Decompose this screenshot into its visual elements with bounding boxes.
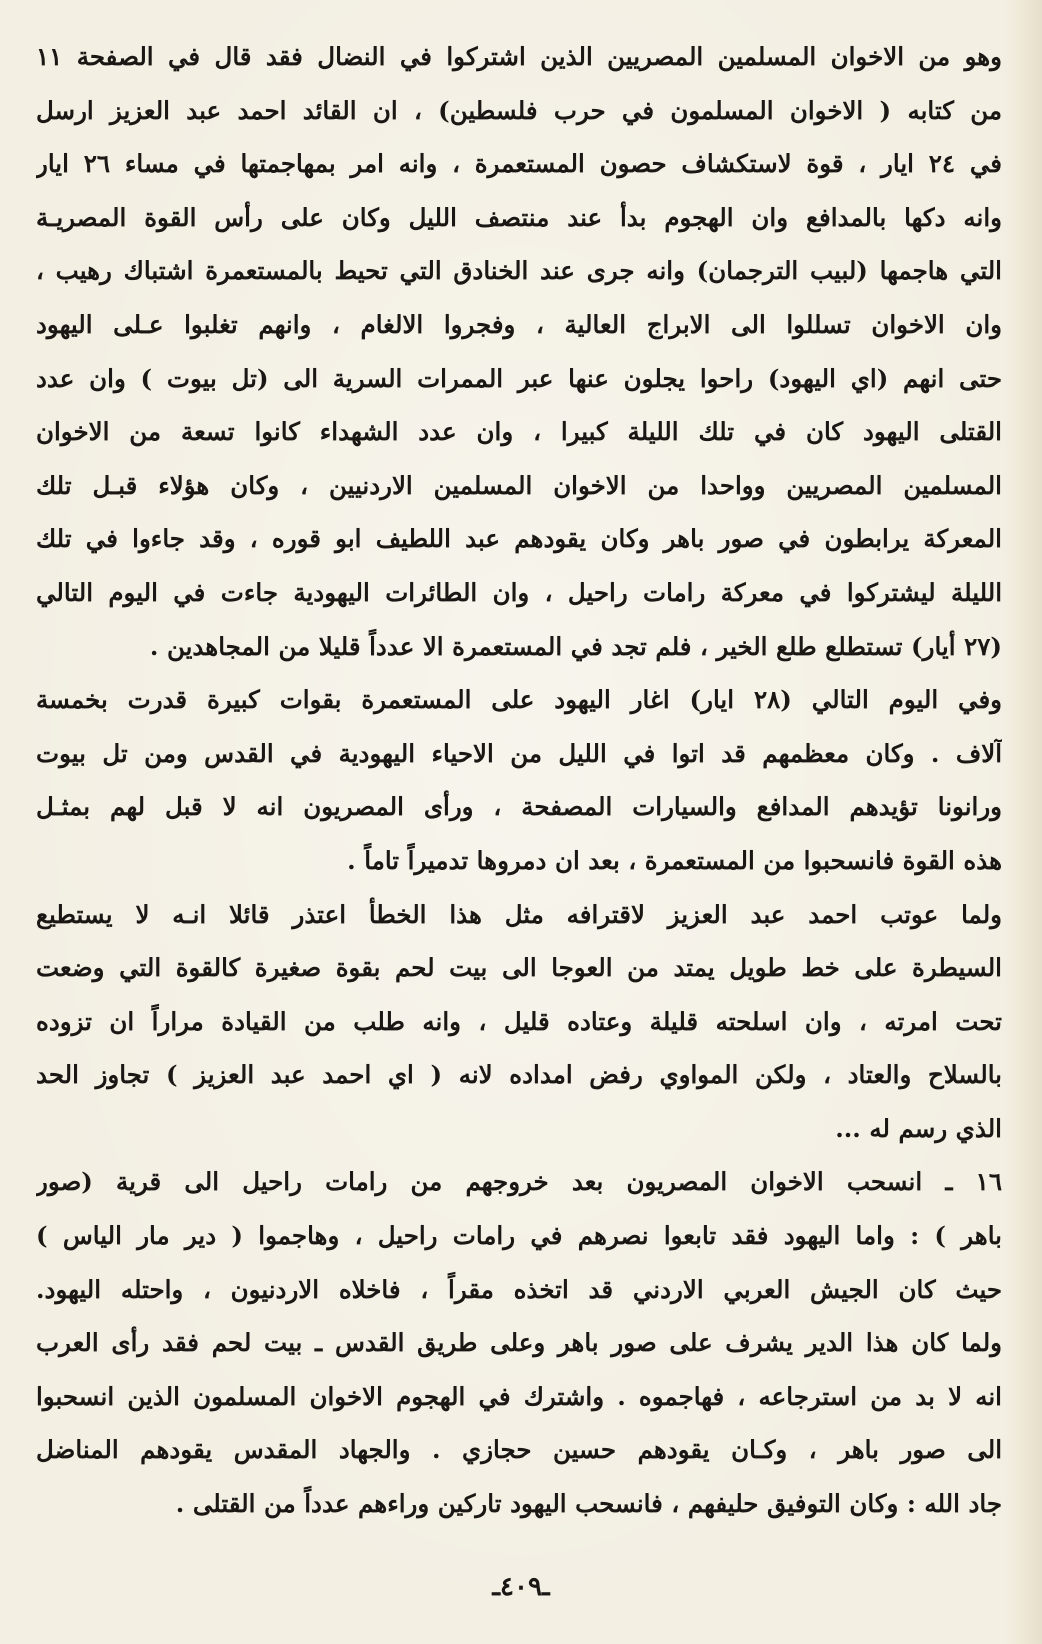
text-line: المسلمين المصريين وواحدا من الاخوان المسلمين الاردنيين ، وكان هؤلاء قبـل تلك bbox=[36, 470, 1002, 500]
text-line: وفي اليوم التالي (٢٨ ايار) اغار اليهود على المستعمرة بقوات كبيرة قدرت بخمسة bbox=[36, 685, 1002, 715]
text-line: انه لا بد من استرجاعه ، فهاجموه . واشترك في الهجوم الاخوان المسلمون الذين انسحبوا bbox=[36, 1381, 1002, 1411]
text-line: ورانونا تؤيدهم المدافع والسيارات المصفحة ، ورأى المصريون انه لا قبل لهم بمثـل bbox=[36, 792, 1002, 822]
text-line: في ٢٤ ايار ، قوة لاستكشاف حصون المستعمرة ، وانه امر بمهاجمتها في مساء ٢٦ ايار bbox=[36, 149, 1002, 179]
text-line: بالسلاح والعتاد ، ولكن المواوي رفض امداده لانه ( اي احمد عبد العزيز ) تجاوز الحد bbox=[36, 1060, 1002, 1090]
text-line: آلاف . وكان معظمهم قد اتوا في الليل من الاحياء اليهودية في القدس ومن تل بيوت bbox=[36, 738, 1002, 768]
text-line: جاد الله : وكان التوفيق حليفهم ، فانسحب اليهود تاركين وراءهم عدداً من القتلى . bbox=[175, 1489, 1002, 1519]
text-line: تحت امرته ، وان اسلحته قليلة وعتاده قليل ، وانه طلب من القيادة مراراً ان تزوده bbox=[36, 1006, 1002, 1036]
text-line: ولما عوتب احمد عبد العزيز لاقترافه مثل هذا الخطأ اعتذر قائلا انـه لا يستطيع bbox=[36, 899, 1002, 929]
text-line: التي هاجمها (لبيب الترجمان) وانه جرى عند الخنادق التي تحيط بالمستعمرة اشتباك رهيب ، bbox=[36, 256, 1002, 286]
text-line: الذي رسم له ... bbox=[835, 1113, 1002, 1143]
text-line: وهو من الاخوان المسلمين المصريين الذين اشتركوا في النضال فقد قال في الصفحة ١١ bbox=[36, 42, 1002, 71]
text-line: (٢٧ أيار) تستطلع طلع الخير ، فلم تجد في المستعمرة الا عدداً قليلا من المجاهدين . bbox=[149, 631, 1002, 661]
text-line: القتلى اليهود كان في تلك الليلة كبيرا ، وان عدد الشهداء كانوا تسعة من الاخوان bbox=[36, 417, 1002, 447]
text-line: من كتابه ( الاخوان المسلمون في حرب فلسطين) ، ان القائد احمد عبد العزيز ارسل bbox=[36, 95, 1002, 125]
text-line: هذه القوة فانسحبوا من المستعمرة ، بعد ان دمروها تدميراً تاماً . bbox=[347, 845, 1002, 875]
text-line: حتى انهم (اي اليهود) راحوا يجلون عنها عبر الممرات السرية الى (تل بيوت ) وان عدد bbox=[36, 363, 1002, 393]
text-line: المعركة يرابطون في صور باهر وكان يقودهم عبد اللطيف ابو قوره ، وقد جاءوا في تلك bbox=[36, 524, 1002, 554]
text-line: وان الاخوان تسللوا الى الابراج العالية ، وفجروا الالغام ، وانهم تغلبوا عـلى اليهود bbox=[36, 309, 1002, 339]
text-line: حيث كان الجيش العربي الاردني قد اتخذه مقراً ، فاخلاه الاردنيون ، واحتله اليهود. bbox=[36, 1274, 1002, 1304]
page-number: ـ٤٠٩ـ bbox=[492, 1572, 550, 1602]
text-line: الليلة ليشتركوا في معركة رامات راحيل ، وان الطائرات اليهودية جاءت في اليوم التالي bbox=[36, 577, 1002, 607]
text-line: ١٦ ـ انسحب الاخوان المصريون بعد خروجهم من رامات راحيل الى قرية (صور bbox=[36, 1167, 1002, 1197]
text-line: السيطرة على خط طويل يمتد من العوجا الى بيت لحم بقوة صغيرة كالقوة التي وضعت bbox=[36, 953, 1002, 983]
text-line: الى صور باهر ، وكـان يقودهم حسين حجازي . والجهاد المقدس يقودهم المناضل bbox=[36, 1435, 1002, 1465]
body-text bbox=[36, 30, 1002, 1531]
text-line: ولما كان هذا الدير يشرف على صور باهر وعلى طريق القدس ـ بيت لحم فقد رأى العرب bbox=[36, 1328, 1002, 1358]
text-line: باهر ) : واما اليهود فقد تابعوا نصرهم في رامات راحيل ، وهاجموا ( دير مار الياس ) bbox=[36, 1221, 1002, 1251]
page-edge-shadow bbox=[1004, 0, 1042, 1644]
text-line: وانه دكها بالمدافع وان الهجوم بدأ عند منتصف الليل وكان على رأس القوة المصريـة bbox=[36, 202, 1002, 232]
